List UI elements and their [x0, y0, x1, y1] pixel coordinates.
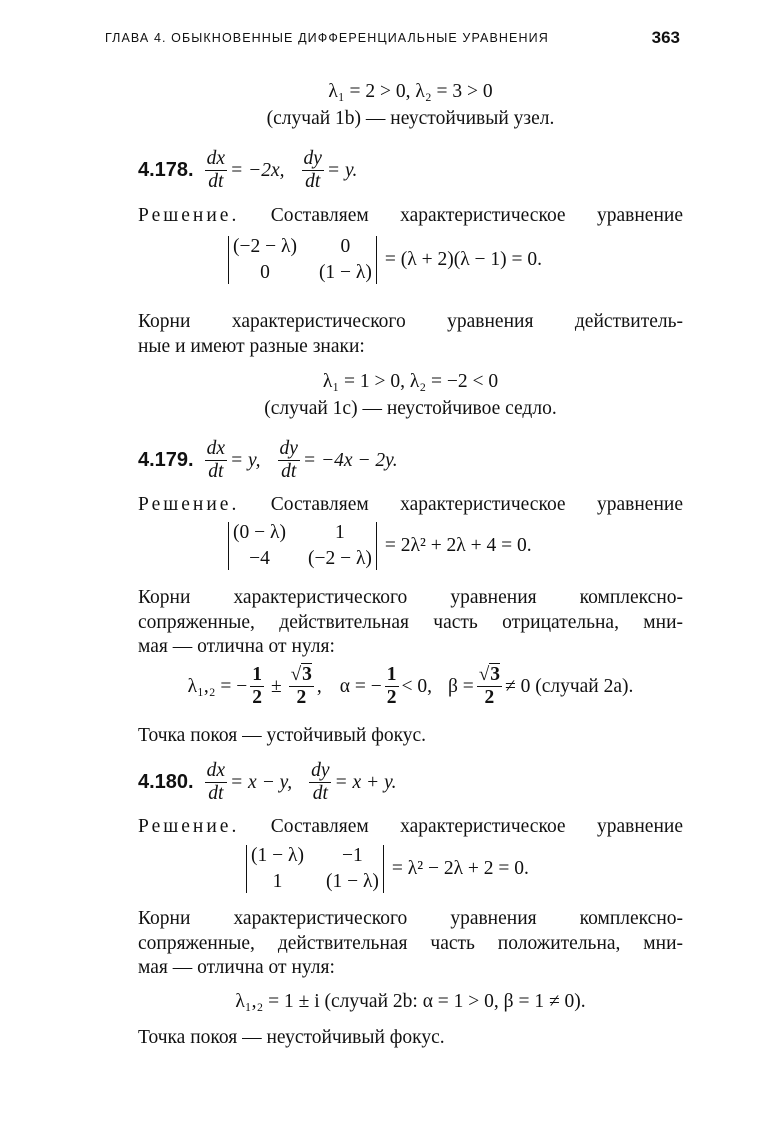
text-line: Корни характеристического уравнения комплексно- [138, 587, 683, 608]
roots-line: λ₁,₂ = 1 ± i (случай 2b: α = 1 > 0, β = 1 ≠ 0). [235, 991, 586, 1012]
determinant: (0 − λ) 1 −4 (−2 − λ) = 2λ² + 2λ + 4 = 0. [228, 522, 532, 570]
roots-line: λ₁ = 2 > 0, λ₂ = 3 > 0 [328, 81, 493, 102]
problem-4-178-header [138, 148, 357, 193]
equation-rhs: = x − y, [230, 771, 293, 793]
text-line: сопряженные, действительная часть отрицательна, мни- [138, 612, 683, 633]
determinant: (−2 − λ) 0 0 (1 − λ) = (λ + 2)(λ − 1) = 0. [228, 236, 542, 284]
fraction-dx-dt: $\frac{dx}{dt}$ [206, 438, 226, 482]
problem-4-179-header [138, 438, 398, 483]
text-line: Корни характеристического уравнения комплексно- [138, 908, 683, 929]
fraction-dy-dt: $\frac{dy}{dt}$ [303, 148, 322, 192]
chapter-title: ГЛАВА 4. ОБЫКНОВЕННЫЕ ДИФФЕРЕНЦИАЛЬНЫЕ УРАВНЕНИЯ [105, 31, 549, 45]
conclusion-line: Точка покоя — устойчивый фокус. [138, 725, 427, 746]
equation-rhs: = x + y. [334, 771, 397, 793]
fraction-dx-dt: $\frac{dx}{dt}$ [206, 760, 226, 804]
equation-rhs: = −2x, [230, 159, 285, 181]
problem-4-180-header [138, 760, 397, 805]
case-line: (случай 1c) — неустойчивое седло. [264, 398, 557, 419]
fraction-dy-dt: $\frac{dy}{dt}$ [311, 760, 330, 804]
case-line: (случай 1b) — неустойчивый узел. [266, 108, 555, 129]
conclusion-line: Точка покоя — неустойчивый фокус. [138, 1027, 445, 1048]
eigenvalues-formula: λ₁,₂ = − $\frac{1}{2}$ ± $\frac{√3}{2}$ , α = − $\frac{1}{2}$ < 0, β = $\frac{√3}{2}$ ≠ 0 (случай 2a). [187, 664, 634, 708]
fraction-dy-dt: $\frac{dy}{dt}$ [279, 438, 298, 482]
text-line: ные и имеют разные знаки: [138, 336, 365, 357]
problem-number: 4.180. [138, 771, 194, 793]
text-line: мая — отлична от нуля: [138, 636, 335, 657]
solution-line: Решение. Составляем характеристическое уравнение [138, 494, 683, 515]
fraction-dx-dt: $\frac{dx}{dt}$ [206, 148, 226, 192]
text-line: Корни характеристического уравнения действитель- [138, 311, 683, 332]
solution-line: Решение. Составляем характеристическое уравнение [138, 816, 683, 837]
text-line: мая — отлична от нуля: [138, 957, 335, 978]
equation-rhs: = y. [326, 159, 358, 181]
problem-number: 4.179. [138, 449, 194, 471]
determinant-result: = (λ + 2)(λ − 1) = 0. [384, 249, 543, 270]
running-header [105, 28, 680, 50]
problem-number: 4.178. [138, 159, 194, 181]
determinant-result: = 2λ² + 2λ + 4 = 0. [384, 535, 532, 556]
equation-rhs: = −4x − 2y. [302, 449, 398, 471]
text-line: сопряженные, действительная часть положительна, мни- [138, 933, 683, 954]
equation-rhs: = y, [230, 449, 261, 471]
determinant: (1 − λ) −1 1 (1 − λ) = λ² − 2λ + 2 = 0. [246, 845, 529, 893]
solution-line: Решение. Составляем характеристическое уравнение [138, 205, 683, 226]
roots-line: λ₁ = 1 > 0, λ₂ = −2 < 0 [322, 371, 499, 392]
page-number: 363 [651, 28, 680, 47]
determinant-result: = λ² − 2λ + 2 = 0. [391, 858, 529, 879]
